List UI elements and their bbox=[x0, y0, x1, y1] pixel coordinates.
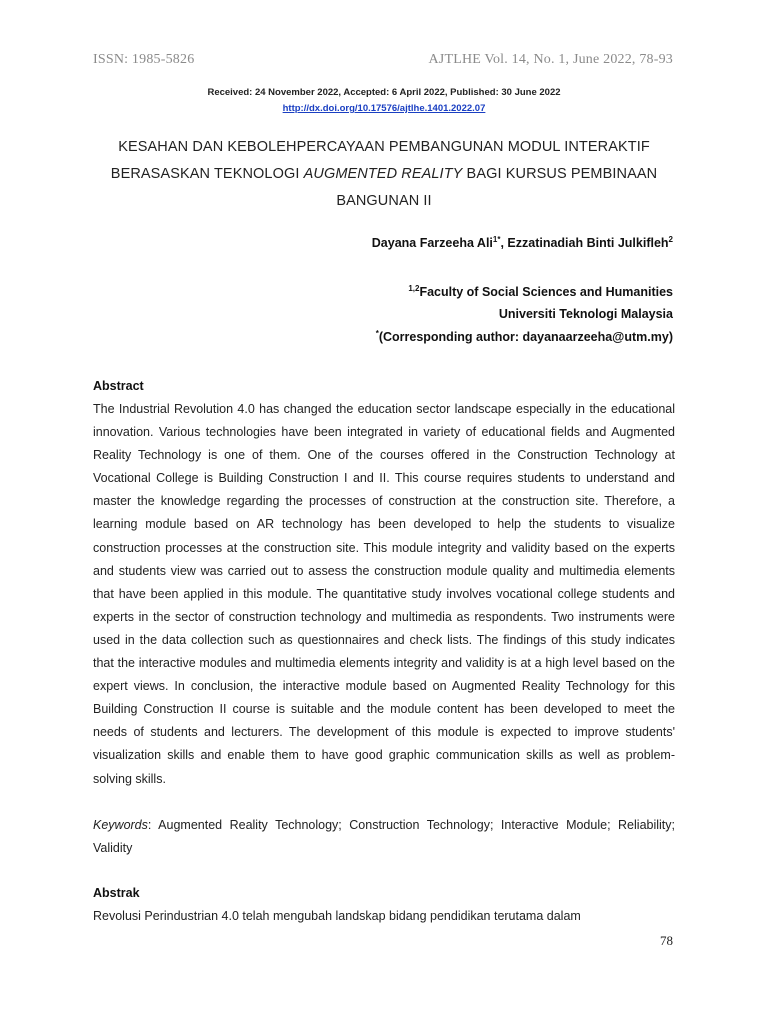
keywords-label: Keywords bbox=[93, 818, 148, 832]
author-1-marker: 1* bbox=[492, 235, 501, 244]
journal-citation: AJTLHE Vol. 14, No. 1, June 2022, 78-93 bbox=[428, 52, 673, 67]
author-separator: , bbox=[500, 236, 508, 250]
corresponding-marker: * bbox=[375, 329, 379, 338]
issn-label: ISSN: 1985-5826 bbox=[93, 52, 195, 67]
title-italic: AUGMENTED REALITY bbox=[303, 166, 463, 182]
affiliation-faculty bbox=[408, 285, 673, 299]
running-head bbox=[93, 52, 673, 68]
author-list bbox=[372, 236, 673, 250]
author-1: Dayana Farzeeha Ali bbox=[371, 236, 493, 250]
paper-title bbox=[80, 134, 688, 215]
corresponding-email: (Corresponding author: dayanaarzeeha@utm.my) bbox=[378, 330, 673, 344]
keywords bbox=[93, 814, 675, 860]
affiliation-university: Universiti Teknologi Malaysia bbox=[498, 307, 673, 321]
affiliation-marker: 1,2 bbox=[408, 284, 420, 293]
author-2-marker: 2 bbox=[668, 235, 673, 244]
abstrak-body: Revolusi Perindustrian 4.0 telah mengubah landskap bidang pendidikan terutama dalam bbox=[93, 909, 581, 923]
author-2: Ezzatinadiah Binti Julkifleh bbox=[507, 236, 669, 250]
abstract-body: The Industrial Revolution 4.0 has changed the education sector landscape especially in the educational innovation. Various technologies have been integrated in variety of educational fields and Augmented Reality Technology is one of them. One of the courses offered in the Construction Technology at Vocational College is Building Construction I and II. This course requires students to understand and master the knowledge regarding the processes of construction at the construction site. Therefore, a learning module based on AR technology has been developed to help the students to visualize construction processes at the construction site. This module integrity and validity based on the experts and students view was carried out to assess the construction module quality and multimedia elements that have been applied in this module. The quantitative study involves vocational college students and experts in the sector of construction technology and multimedia as respondents. Two instruments were used in the data collection such as questionnaires and check lists. The findings of this study indicates that the interactive modules and multimedia elements integrity and validity is at a high level based on the expert views. In conclusion, the interactive module based on Augmented Reality Technology for this Building Construction II course is suitable and the module content has been developed to meet the needs of students and lecturers. The development of this module is expected to improve students' visualization skills and enable them to have good graphic communication skills as well as problem-solving skills. bbox=[93, 402, 675, 786]
page-number: 78 bbox=[660, 933, 673, 948]
abstrak-heading: Abstrak bbox=[93, 886, 140, 900]
abstract-heading: Abstract bbox=[93, 379, 144, 393]
publication-dates: Received: 24 November 2022, Accepted: 6 April 2022, Published: 30 June 2022 bbox=[207, 87, 561, 98]
corresponding-author bbox=[376, 330, 673, 344]
doi-link[interactable]: http://dx.doi.org/10.17576/ajtlhe.1401.2022.07 bbox=[282, 103, 486, 114]
keywords-list: : Augmented Reality Technology; Construction Technology; Interactive Module; Reliability; Validity bbox=[93, 818, 675, 856]
title-part-2: BAGI KURSUS PEMBINAAN BANGUNAN II bbox=[336, 166, 658, 209]
title-part-1: KESAHAN DAN KEBOLEHPERCAYAAN PEMBANGUNAN MODUL INTERAKTIF BERASASKAN TEKNOLOGI bbox=[110, 139, 650, 182]
faculty-name: Faculty of Social Sciences and Humanities bbox=[419, 285, 673, 299]
